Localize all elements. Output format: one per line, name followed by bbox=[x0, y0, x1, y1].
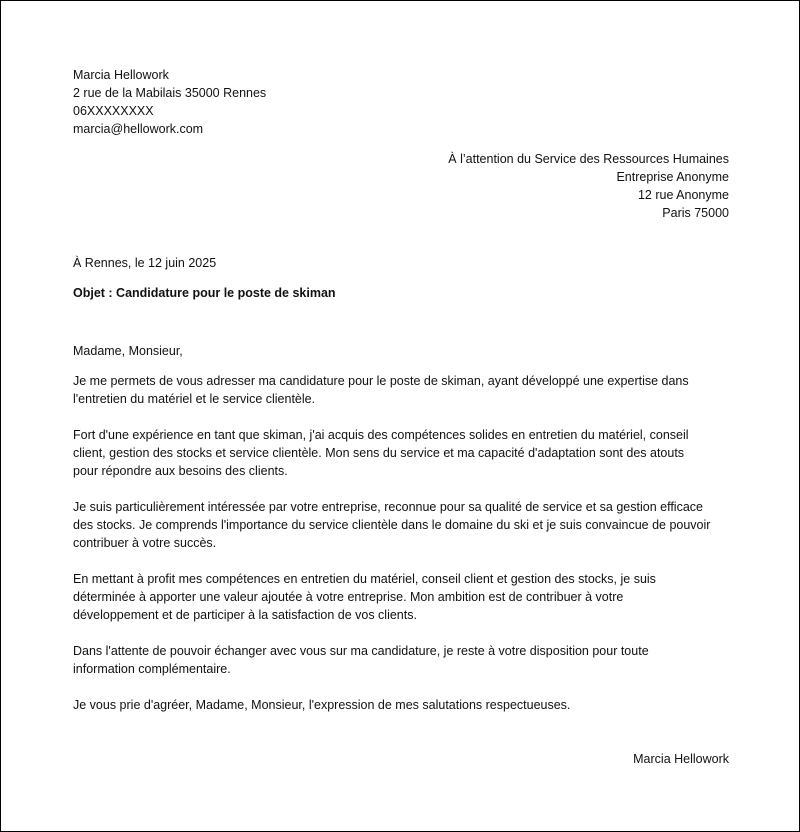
sender-address: 2 rue de la Mabilais 35000 Rennes bbox=[73, 86, 267, 100]
paragraph-line: Je me permets de vous adresser ma candidature pour le poste de skiman, ayant développé une expertise dans bbox=[73, 374, 689, 388]
paragraph-line: Je suis particulièrement intéressée par votre entreprise, reconnue pour sa qualité de service et sa gestion efficace bbox=[73, 500, 703, 514]
paragraph-line: développement et de participer à la satisfaction de vos clients. bbox=[73, 608, 417, 622]
paragraph-line: déterminée à apporter une valeur ajoutée à votre entreprise. Mon ambition est de contribuer à votre bbox=[73, 590, 624, 604]
paragraph-line: contribuer à votre succès. bbox=[73, 536, 217, 550]
paragraph-line: Fort d'une expérience en tant que skiman, j'ai acquis des compétences solides en entretien du matériel, conseil bbox=[73, 428, 689, 442]
signature: Marcia Hellowork bbox=[633, 752, 729, 766]
sender-name: Marcia Hellowork bbox=[73, 68, 169, 82]
paragraph-line: Dans l'attente de pouvoir échanger avec vous sur ma candidature, je reste à votre disposition pour toute bbox=[73, 644, 649, 658]
paragraph-line: des stocks. Je comprends l'importance du service clientèle dans le domaine du ski et je suis convaincue de pouvoir bbox=[73, 518, 711, 532]
closing-formula: Je vous prie d'agréer, Madame, Monsieur, l'expression de mes salutations respectueuses. bbox=[73, 698, 571, 712]
salutation: Madame, Monsieur, bbox=[73, 344, 183, 358]
sender-phone: 06XXXXXXXX bbox=[73, 104, 154, 118]
paragraph-line: En mettant à profit mes compétences en entretien du matériel, conseil client et gestion des stocks, je suis bbox=[73, 572, 656, 586]
recipient-company: Entreprise Anonyme bbox=[616, 170, 729, 184]
paragraph-line: l'entretien du matériel et le service clientèle. bbox=[73, 392, 316, 406]
paragraph-line: client, gestion des stocks et service clientèle. Mon sens du service et ma capacité d'adaptation sont des atouts bbox=[73, 446, 685, 460]
body-paragraph-3 bbox=[73, 498, 729, 552]
paragraph-line: pour répondre aux besoins des clients. bbox=[73, 464, 288, 478]
recipient-city: Paris 75000 bbox=[662, 206, 729, 220]
body-paragraph-4 bbox=[73, 570, 729, 624]
paragraph-line: information complémentaire. bbox=[73, 662, 231, 676]
sender-email: marcia@hellowork.com bbox=[73, 122, 204, 136]
recipient-block bbox=[73, 150, 729, 222]
recipient-attention: À l’attention du Service des Ressources Humaines bbox=[448, 152, 729, 166]
recipient-street: 12 rue Anonyme bbox=[637, 188, 729, 202]
subject-line: Objet : Candidature pour le poste de skiman bbox=[73, 286, 336, 300]
body-paragraph-2 bbox=[73, 426, 729, 480]
body-paragraph-5 bbox=[73, 642, 729, 678]
date-line: À Rennes, le 12 juin 2025 bbox=[73, 256, 217, 270]
body-paragraph-1 bbox=[73, 372, 729, 408]
sender-block bbox=[73, 66, 729, 138]
